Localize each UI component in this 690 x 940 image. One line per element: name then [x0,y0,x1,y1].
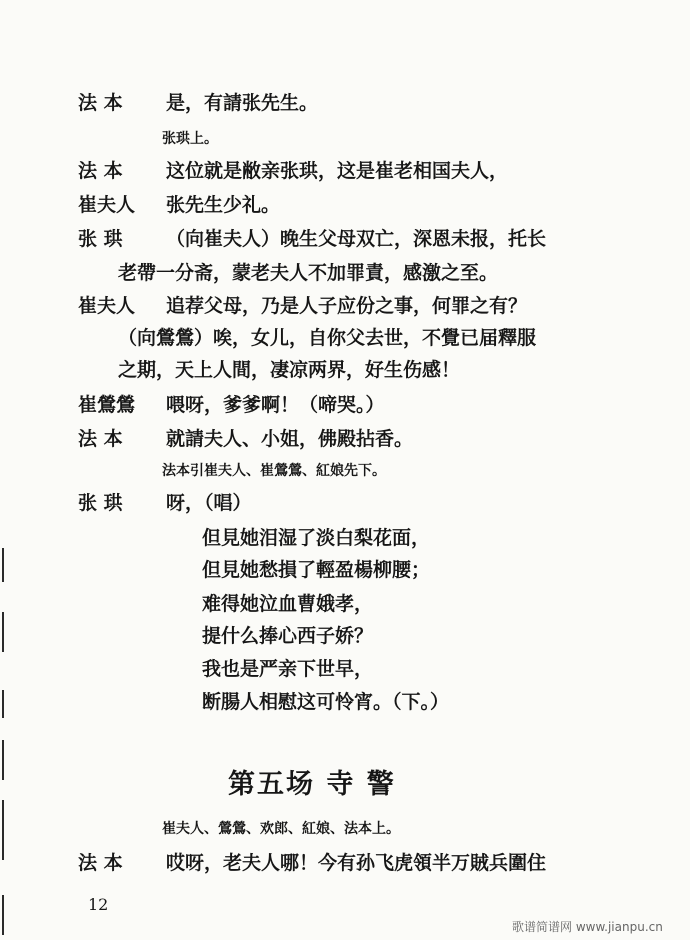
speaker-name: 法 本 [78,852,123,874]
speaker-name: 张 珙 [78,228,123,250]
stage-direction: 法本引崔夫人、崔鶯鶯、紅娘先下。 [162,463,386,479]
speaker-name: 崔鶯鶯 [78,394,136,416]
dialogue-text: 就請夫人、小姐，佛殿拈香。 [166,428,414,450]
dialogue-continuation: （向鶯鶯）唉，女儿，自你父去世，不覺已届釋服 [118,327,537,349]
dialogue-continuation: 之期，天上人間，凄凉两界，好生伤感！ [118,359,461,381]
speaker-name: 崔夫人 [78,194,136,216]
scan-edge-mark [2,895,4,935]
sung-verse: 我也是严亲下世早， [202,658,374,680]
dialogue-text: 呀，（唱） [166,492,252,514]
dialogue-continuation: 老帶一分斋，蒙老夫人不加罪責，感激之至。 [118,262,499,284]
scan-edge-mark [2,800,4,860]
speaker-name: 法 本 [78,92,123,114]
scan-edge-mark [2,690,4,718]
dialogue-text: 哎呀，老夫人哪！今有孙飞虎領半万賊兵圍住 [166,852,547,874]
sung-verse: 断腸人相慰这可怜宵。（下。） [202,691,450,713]
dialogue-text: 这位就是敝亲张珙，这是崔老相国夫人， [166,160,509,182]
speaker-name: 法 本 [78,160,123,182]
sung-verse: 但見她愁損了輕盈楊柳腰； [202,559,431,581]
dialogue-text: （向崔夫人）晚生父母双亡，深恩未报，托长 [166,228,547,250]
sung-verse: 提什么捧心西子娇？ [202,625,374,647]
stage-direction: 张珙上。 [162,131,218,147]
sung-verse: 难得她泣血曹娥孝， [202,593,374,615]
page-number: 12 [88,895,109,914]
speaker-name: 法 本 [78,428,123,450]
dialogue-text: 追荐父母，乃是人子应份之事，何罪之有？ [166,295,528,317]
scan-edge-mark [2,612,4,652]
stage-direction: 崔夫人、鶯鶯、欢郎、紅娘、法本上。 [162,821,400,837]
sung-verse: 但見她泪湿了淡白梨花面， [202,527,431,549]
scan-edge-mark [2,548,4,582]
site-watermark: 歌谱简谱网 www.jianpu.cn [512,920,663,934]
dialogue-text: 喂呀，爹爹啊！（啼哭。） [166,394,385,416]
scan-edge-mark [2,740,4,780]
speaker-name: 崔夫人 [78,295,136,317]
dialogue-text: 张先生少礼。 [166,194,281,216]
scene-title: 第五场 寺 警 [228,769,396,800]
dialogue-text: 是，有請张先生。 [166,92,319,114]
speaker-name: 张 珙 [78,492,123,514]
